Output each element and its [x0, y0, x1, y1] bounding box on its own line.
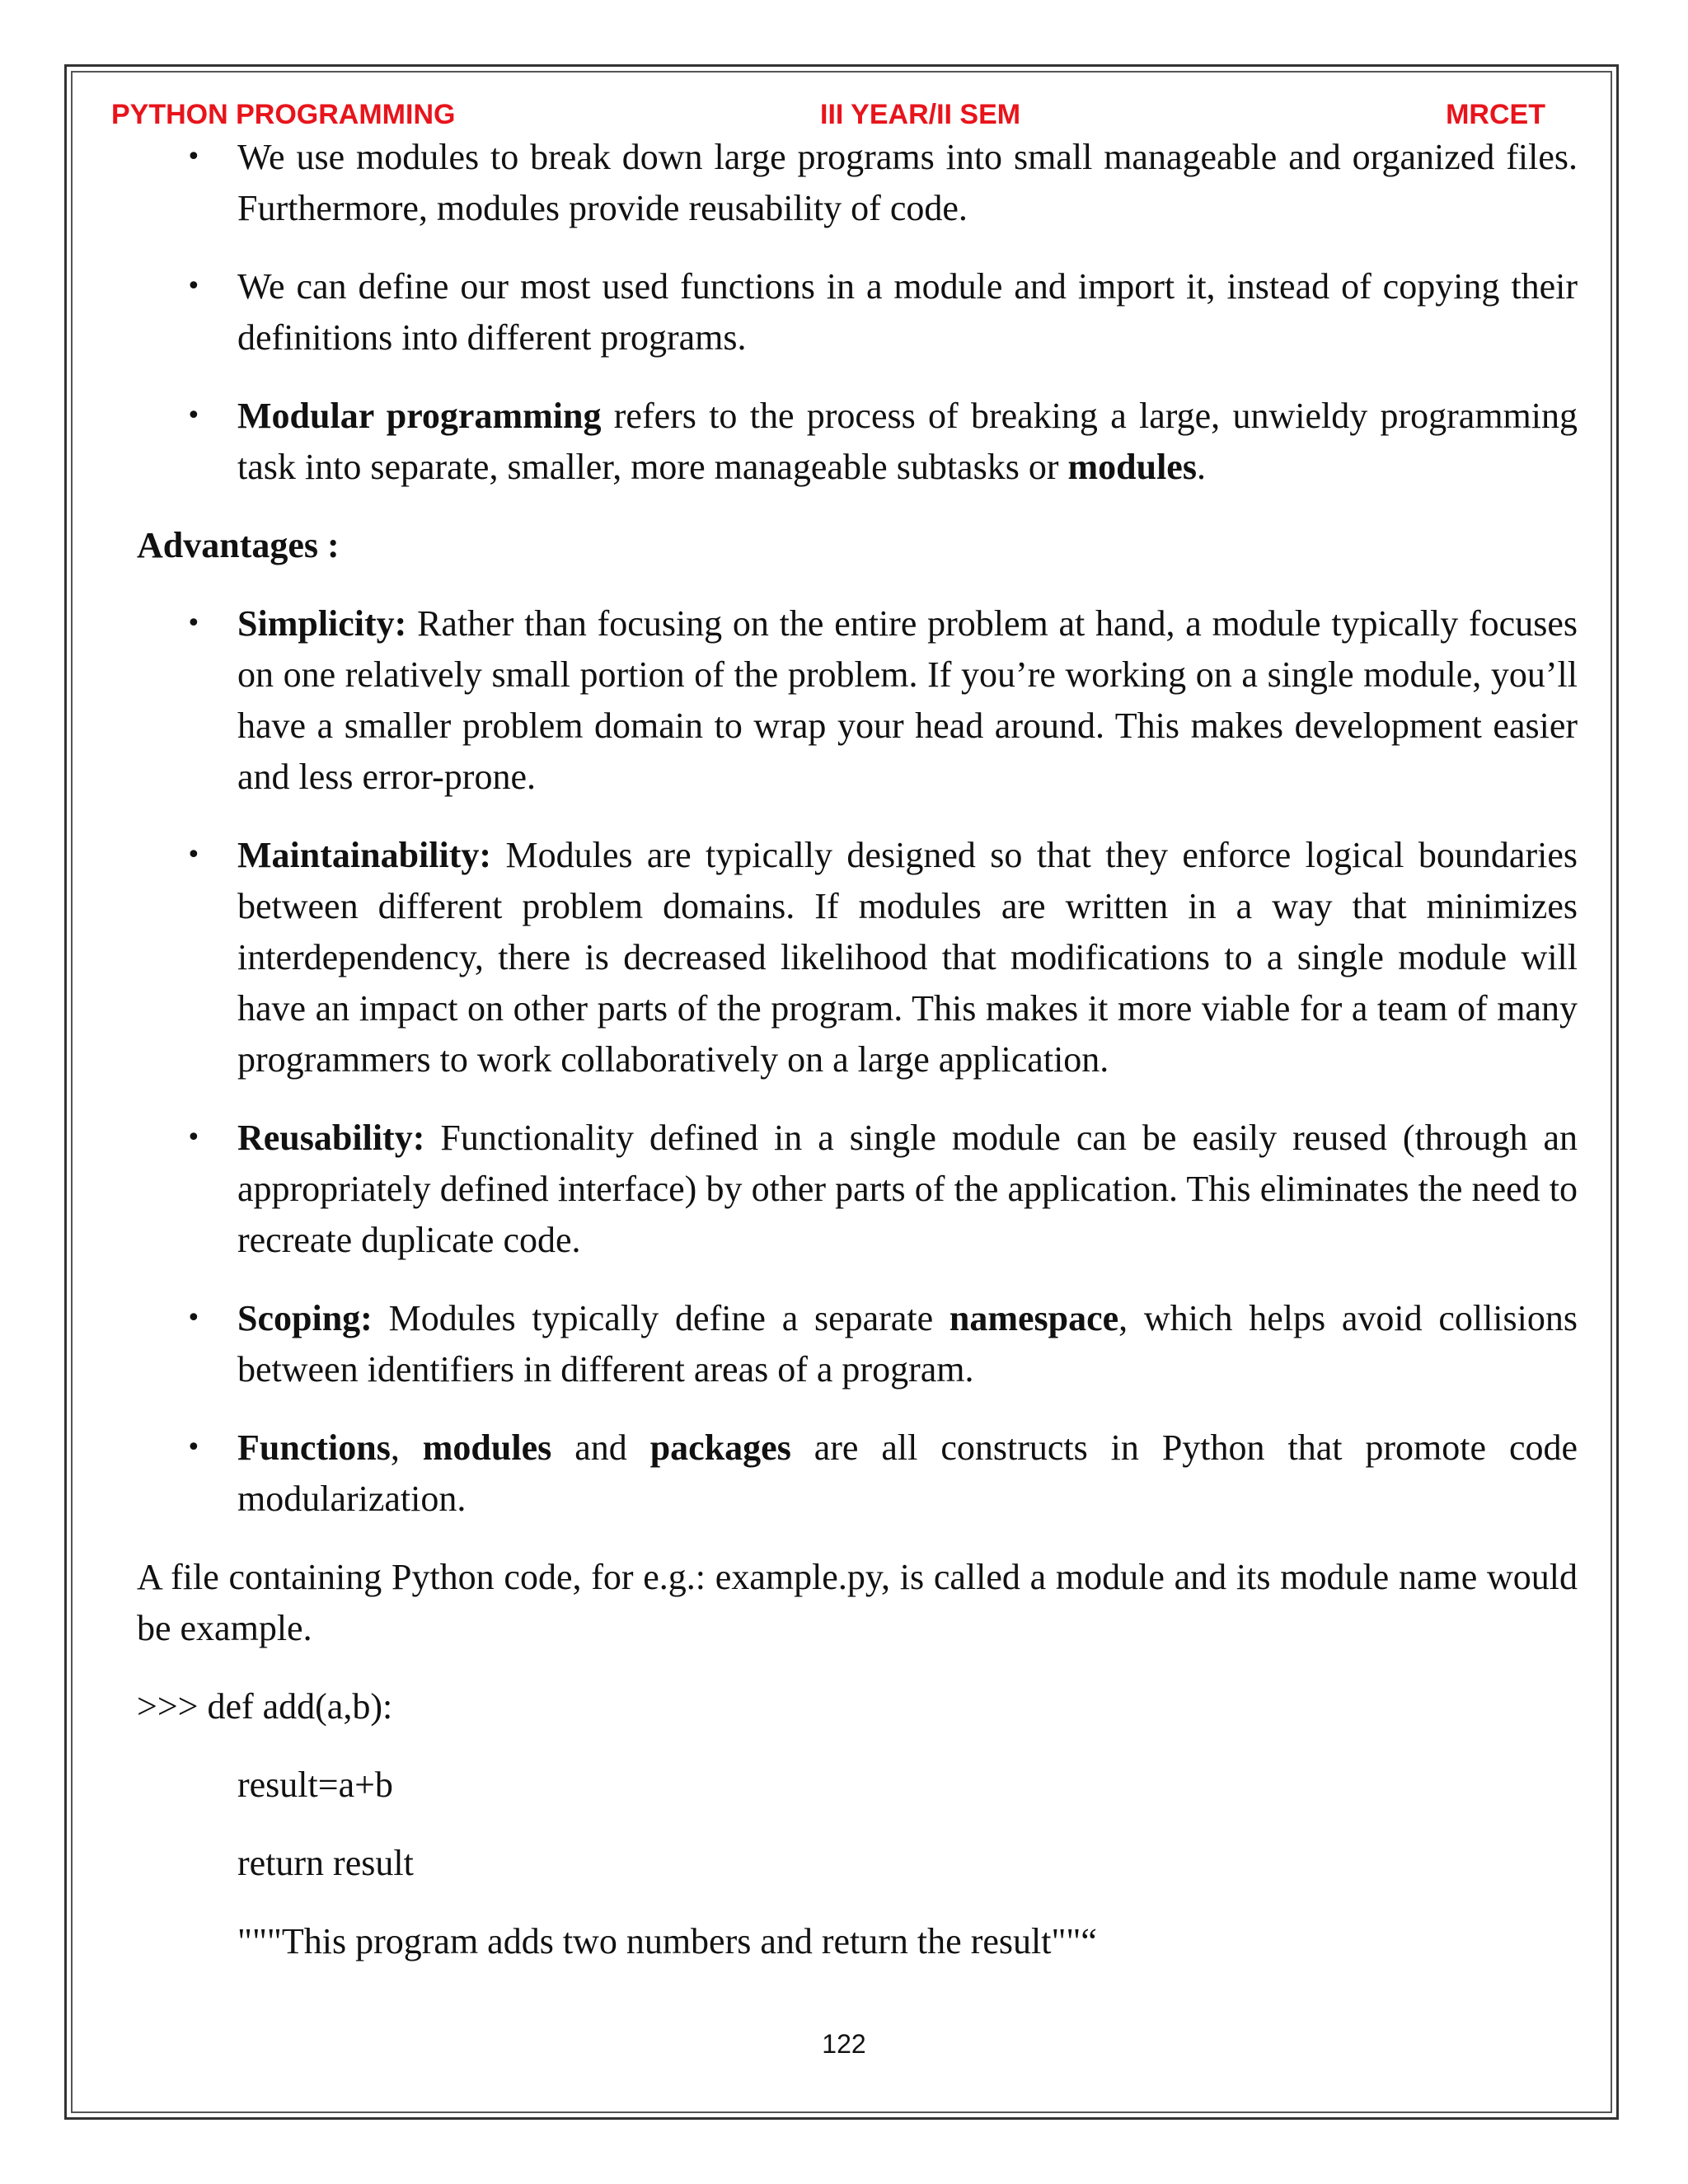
bullet-text: , [390, 1427, 423, 1468]
bullet-icon: • [186, 143, 201, 171]
bullet-text: . [1196, 447, 1206, 487]
bullet-icon: • [186, 1304, 201, 1333]
intro-bullet [137, 132, 1578, 234]
bullet-text: Functionality defined in a single module can be easily reused (through an appropriately defined interface) by other parts of the application. This eliminates the need to recreate duplicate code. [237, 1118, 1578, 1260]
intro-bullet [137, 261, 1578, 363]
header-course-title: PYTHON PROGRAMMING [111, 99, 456, 130]
bullet-text: Modules typically define a separate [372, 1298, 950, 1338]
bold-term: Functions [237, 1427, 391, 1468]
bullet-text: and [551, 1427, 650, 1468]
advantage-maintainability [137, 830, 1578, 1085]
bullet-text: Rather than focusing on the entire problem at hand, a module typically focuses on one relatively small portion of the problem. If you’re working on a single module, you’ll have a smaller problem domain to wrap your head around. This makes development easier and less error-prone. [237, 603, 1578, 797]
header-year-semester: III YEAR/II SEM [820, 99, 1021, 130]
bullet-text: are all constructs in Python that promote code modularization. [237, 1427, 1578, 1519]
bullet-icon: • [186, 609, 201, 638]
bold-term: packages [649, 1427, 791, 1468]
bullet-text: Modules are typically designed so that they enforce logical boundaries between different problem domains. If modules are written in a way that minimizes interdependency, there is decreased likelihood that modifications to a single module will have an impact on other parts of the program. This makes it more viable for a team of many programmers to work collaboratively on a large application. [237, 835, 1578, 1080]
bullet-text: refers to the process of breaking a large, unwieldy programming task into separate, smaller, more manageable subtasks or [237, 396, 1578, 487]
bullet-text: We can define our most used functions in a module and import it, instead of copying their definitions into different programs. [237, 266, 1578, 358]
module-file-paragraph: A file containing Python code, for e.g.: example.py, is called a module and its module name would be example. [137, 1557, 1578, 1648]
bold-term: Maintainability: [237, 835, 492, 875]
bullet-text: , which helps avoid collisions between identifiers in different areas of a program. [237, 1298, 1578, 1390]
header-institution: MRCET [1446, 99, 1545, 130]
code-line-return: return result [237, 1843, 414, 1883]
page-content [137, 132, 1578, 1994]
advantage-reusability [137, 1113, 1578, 1266]
code-line-def: >>> def add(a,b): [137, 1686, 393, 1727]
bold-term: modules [422, 1427, 552, 1468]
bold-term: Reusability: [237, 1118, 425, 1158]
code-line-docstring: """This program adds two numbers and return the result""“ [237, 1921, 1097, 1961]
functions-modules-packages-bullet [137, 1422, 1578, 1525]
advantages-heading: Advantages : [137, 525, 340, 565]
bold-term: Modular programming [237, 396, 602, 436]
code-line-result: result=a+b [237, 1765, 393, 1805]
bullet-text: We use modules to break down large programs into small manageable and organized files. Furthermore, modules provide reusability of code. [237, 137, 1578, 228]
bullet-icon: • [186, 272, 201, 301]
advantage-scoping [137, 1293, 1578, 1395]
bullet-icon: • [186, 1433, 201, 1462]
bold-term: Simplicity: [237, 603, 407, 644]
bullet-icon: • [186, 401, 201, 430]
modular-programming-bullet [137, 391, 1578, 493]
advantage-simplicity [137, 598, 1578, 803]
bullet-icon: • [186, 841, 201, 869]
bold-term: Scoping: [237, 1298, 373, 1338]
bold-term: namespace [949, 1298, 1119, 1338]
bold-term: modules [1067, 447, 1197, 487]
page-number: 122 [822, 2029, 866, 2059]
bullet-icon: • [186, 1123, 201, 1152]
